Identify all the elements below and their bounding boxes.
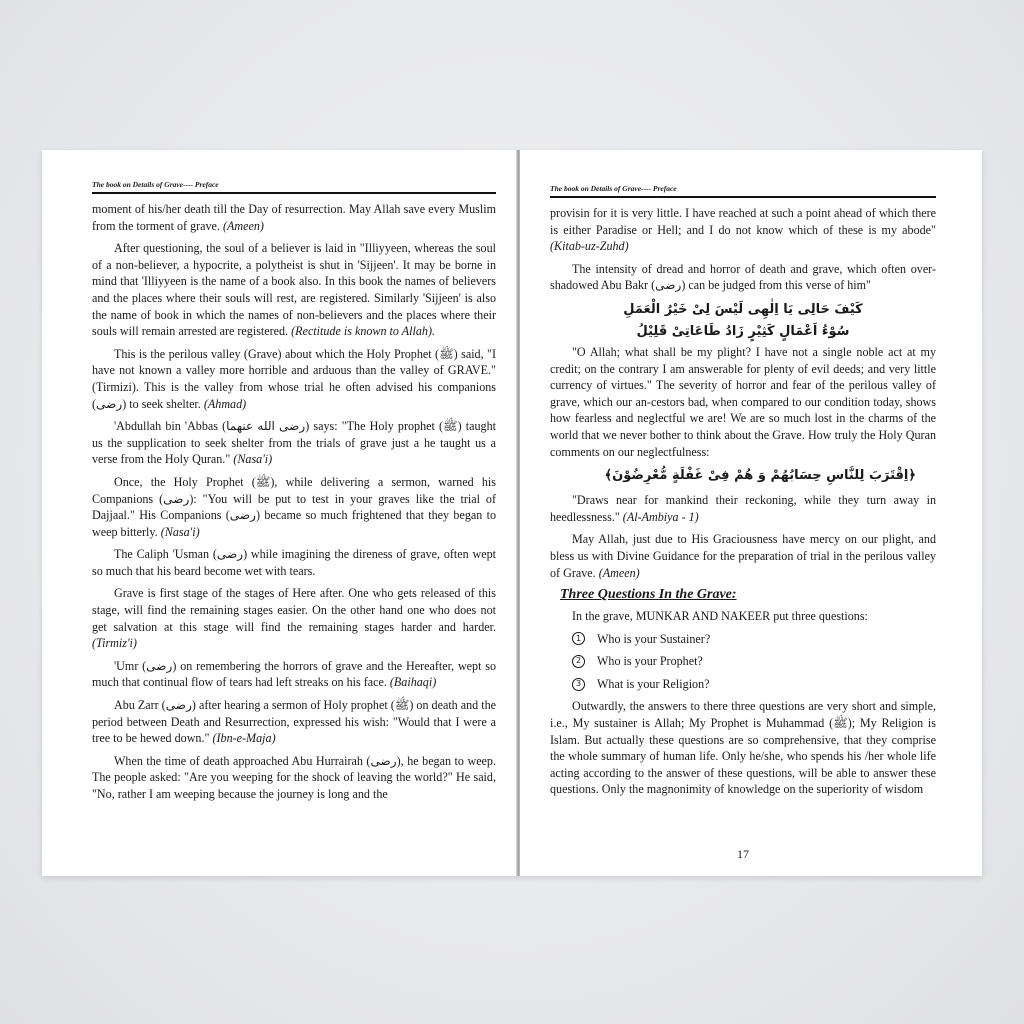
- paragraph-text: "Draws near for mankind their reckoning, while they turn away in heedlessness.": [550, 493, 936, 524]
- open-book: [42, 150, 982, 876]
- right-paragraph-4: [550, 492, 936, 525]
- paragraph-text: This is the perilous valley (Grave) about which the Holy Prophet (ﷺ) said, "I have not known a valley more horrible and arduous than the valley of GRAVE." (Tirmizi). This is the valley from whose trial he often advised his companions (رضى) to seek shelter.: [92, 346, 496, 411]
- question-list: [550, 631, 936, 693]
- left-header-rule: [92, 192, 496, 194]
- paragraph-text: 'Abdullah bin 'Abbas (رضى الله عنهما) says: "The Holy prophet (ﷺ) taught us the supplication to seek shelter from the trials of grave just a he taught us a verse from the Holy Quran.": [92, 419, 497, 467]
- page-number: 17: [737, 847, 749, 861]
- section-title: Three Questions In the Grave:: [560, 587, 737, 603]
- citation: (Ibn-e-Maja): [212, 731, 276, 746]
- left-paragraph: [92, 418, 496, 468]
- question-text: Who is your Prophet?: [597, 654, 703, 669]
- arabic-verse-line-1: كَيْفَ حَالِى يَا اِلٰهِى لَيْسَ لِىْ خَيْرُ الْعَمَلِ: [623, 301, 863, 317]
- right-paragraph-2: [550, 261, 936, 294]
- right-paragraph-3: [550, 344, 936, 460]
- citation: (Ameen): [598, 565, 640, 580]
- question-item: [550, 653, 936, 670]
- left-paragraph: [92, 474, 496, 540]
- citation: (Ameen): [222, 218, 264, 233]
- citation: (Al-Ambiya - 1): [622, 509, 699, 524]
- paragraph-text: moment of his/her death till the Day of resurrection. May Allah save every Muslim from the torment of grave.: [92, 202, 496, 233]
- paragraph-text: When the time of death approached Abu Hurrairah (رضى), he began to weep. The people asked: "Are you weeping for the shock of leaving the world?" He said, "No, rather I am weeping because the journey is long and the: [92, 753, 496, 801]
- question-text: What is your Religion?: [597, 676, 710, 691]
- arabic-quran-verse: ﴿اِقْتَرَبَ لِلنَّاسِ حِسَابُهُمْ وَ هُمْ فِىْ غَفْلَةٍ مُّعْرِضُوْنَ﴾: [604, 468, 916, 484]
- paragraph-text: After questioning, the soul of a believer is laid in "Illiyyeen, whereas the soul of a non-believer, a hypocrite, a polytheist is shut in 'Sijjeen'. It may be borne in mind that 'Illiyyeen is the name of a book also. In this book the names of believers and the places where their souls will rest, are registered. Similarly 'Sijjeen' is also the name of book in which the names of non-believers and the places where their souls will remain arrested are registered.: [92, 241, 496, 339]
- left-paragraph: [92, 697, 496, 747]
- left-paragraph: [92, 201, 496, 234]
- left-page-body: [92, 201, 496, 803]
- right-paragraph-1: [550, 205, 936, 255]
- paragraph-text: May Allah, just due to His Graciousness have mercy on our plight, and bless us with Divine Guidance for the preparation of trial in the perilous valley of Grave.: [550, 532, 936, 580]
- left-paragraph: [92, 658, 496, 691]
- circled-number-icon: 1: [572, 632, 585, 645]
- paragraph-text: Abu Zarr (رضى) after hearing a sermon of Holy prophet (ﷺ) on death and the period between Death and Resurrection, expressed his wish: "Would that I were a tree to be hewed down.": [92, 698, 497, 746]
- right-page: [520, 150, 982, 876]
- right-paragraph-5: [550, 531, 936, 581]
- left-page: [42, 150, 518, 876]
- paragraph-text: The intensity of dread and horror of death and grave, which often over-shadowed Abu Bakr (رضى) can be judged from this verse of him": [550, 261, 936, 293]
- citation: (Baihaqi): [389, 675, 437, 690]
- citation: (Ahmad): [203, 396, 247, 411]
- citation: (Nasa'i): [160, 524, 200, 539]
- citation: (Nasa'i): [233, 452, 273, 467]
- left-paragraph: [92, 753, 496, 803]
- left-paragraph: [92, 240, 496, 340]
- left-paragraph: [92, 346, 496, 412]
- right-header-rule: [550, 196, 936, 198]
- circled-number-icon: 2: [572, 655, 585, 668]
- paragraph-text: In the grave, MUNKAR AND NAKEER put three questions:: [572, 609, 868, 624]
- right-running-head: The book on Details of Grave---- Preface: [550, 184, 677, 193]
- citation: (Kitab-uz-Zuhd): [550, 239, 629, 254]
- left-paragraph: [92, 585, 496, 651]
- question-text: Who is your Sustainer?: [597, 631, 711, 646]
- paragraph-text: The Caliph 'Usman (رضى) while imagining the direness of grave, often wept so much that his beard become wet with tears.: [92, 547, 496, 578]
- left-running-head: The book on Details of Grave---- Preface: [92, 180, 219, 189]
- circled-number-icon: 3: [572, 678, 585, 691]
- question-item: [550, 631, 936, 648]
- paragraph-text: Once, the Holy Prophet (ﷺ), while delivering a sermon, warned his Companions (رضى): "You will be put to test in your graves like the trial of Dajjaal." His Companions (رضى) became so much frightened that they began to weep bitterly.: [92, 474, 497, 539]
- left-paragraph: [92, 546, 496, 579]
- question-item: [550, 676, 936, 693]
- section-intro: [550, 608, 936, 625]
- right-paragraph-6: [550, 698, 936, 798]
- citation: (Rectitude is known to Allah).: [291, 324, 436, 339]
- paragraph-text: 'Umr (رضى) on remembering the horrors of grave and the Hereafter, wept so much that continual flow of tears had left streaks on his face.: [92, 658, 496, 690]
- paragraph-text: provisin for it is very little. I have reached at such a point ahead of which there is either Paradise or Hell; and I do not know which of these is my abode": [550, 206, 936, 237]
- paragraph-text: Grave is first stage of the stages of Here after. One who gets released of this stage, will find the remaining stages easier. On the other hand one who does not get salvation at this stage will find the remaining stages harder and harder.: [92, 586, 496, 634]
- paragraph-text: Outwardly, the answers to there three questions are very short and simple, i.e., My sustainer is Allah; My Prophet is Muhammad (ﷺ); My Religion is Islam. But actually these questions are so comprehensive, that they comprise the whole summary of human life. Only he/she, who spends his /her whole life acting according to the answer of these questions, will be able to answer these questions. Only the magnonimity of knowledge on the superiority of wisdom: [550, 699, 936, 797]
- paragraph-text: "O Allah; what shall be my plight? I have not a single noble act at my credit; on the contrary I am answerable for plenty of evil deeds; and very little currency of virtues." The severity of horror and fear of the perilous valley of grave, which our an-cestors bad, when compared to our condition today, shows how fearless and neglectful we are! We are so much lost in the charms of the world that we never bother to think about the Grave. How truly the Holy Quran comments on our neglectfulness:: [550, 344, 936, 459]
- arabic-verse-line-2: سُوْءُ اَعْمَالٍ كَثِيْرٍ زَادُ طَاعَاتِىْ قَلِيْلُ: [636, 323, 850, 339]
- citation: (Tirmiz'i): [92, 636, 137, 651]
